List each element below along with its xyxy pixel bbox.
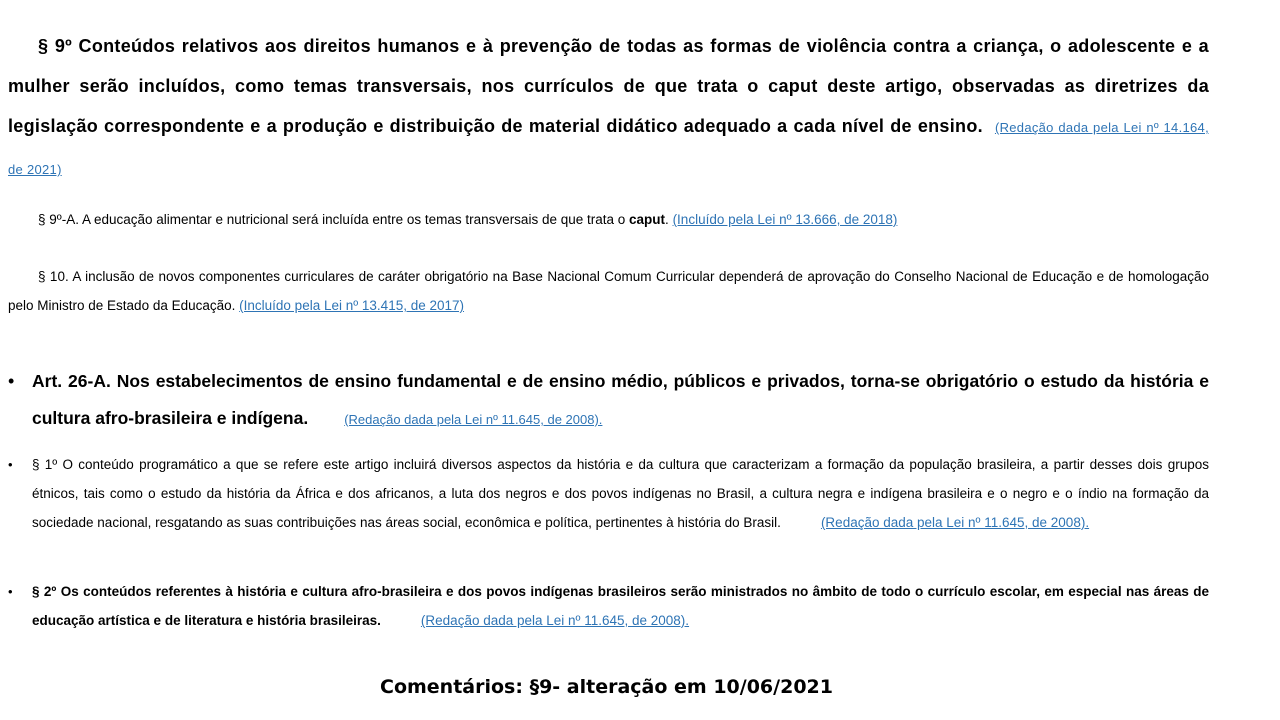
paragraph-9a-period: . bbox=[665, 212, 669, 227]
article-26a-item bbox=[8, 363, 1209, 438]
paragraph-9-text: § 9º Conteúdos relativos aos direitos humanos e à prevenção de todas as formas de violência contra a criança, o adolescente e a mulher serão incluídos, como temas transversais, nos currículos de que trata o caput deste artigo, observadas as diretrizes da legislação correspondente e a produção e distribuição de material didático adequado a cada nível de ensino. bbox=[8, 36, 1209, 136]
paragraph-10-text: § 10. A inclusão de novos componentes curriculares de caráter obrigatório na Base Nacional Comum Curricular dependerá de aprovação do Conselho Nacional de Educação e de homologação pelo Ministro de Estado da Educação. bbox=[8, 269, 1209, 313]
paragraph-2-law-link[interactable]: (Redação dada pela Lei nº 11.645, de 2008). bbox=[420, 613, 690, 628]
article-26a-law-link[interactable]: (Redação dada pela Lei nº 11.645, de 2008). bbox=[344, 412, 603, 427]
article-26a bbox=[32, 363, 1209, 438]
paragraph-10-law-link[interactable]: (Incluído pela Lei nº 13.415, de 2017) bbox=[239, 298, 465, 313]
bullet: • bbox=[8, 457, 13, 472]
article-26a-text: Art. 26-A. Nos estabelecimentos de ensino fundamental e de ensino médio, públicos e privados, torna-se obrigatório o estudo da história e cultura afro-brasileira e indígena. bbox=[32, 371, 1209, 428]
paragraph-2 bbox=[32, 577, 1209, 635]
paragraph-1-law-link[interactable]: (Redação dada pela Lei nº 11.645, de 2008). bbox=[820, 515, 1090, 530]
paragraph-9a-text: § 9º-A. A educação alimentar e nutricional será incluída entre os temas transversais de que trata o bbox=[38, 212, 630, 227]
paragraph-1-item bbox=[8, 450, 1209, 537]
paragraph-9a-caput: caput bbox=[629, 212, 666, 227]
paragraph-1-text: § 1º O conteúdo programático a que se refere este artigo incluirá diversos aspectos da história e da cultura que caracterizam a formação da população brasileira, a partir desses dois grupos étnicos, tais como o estudo da história da África e dos africanos, a luta dos negros e dos povos indígenas no Brasil, a cultura negra e indígena brasileira e o negro e o índio na formação da sociedade nacional, resgatando as suas contribuições nas áreas social, econômica e política, pertinentes à história do Brasil. bbox=[32, 457, 1209, 530]
paragraph-9 bbox=[8, 26, 1209, 190]
paragraph-2-item bbox=[8, 577, 1209, 635]
paragraph-10 bbox=[8, 262, 1209, 320]
comment-caption: Comentários: §9- alteração em 10/06/2021 bbox=[380, 676, 833, 698]
bullet: • bbox=[8, 584, 13, 599]
bullet: • bbox=[8, 371, 15, 391]
paragraph-9a-law-link[interactable]: (Incluído pela Lei nº 13.666, de 2018) bbox=[672, 212, 898, 227]
paragraph-1 bbox=[32, 450, 1209, 537]
paragraph-9a bbox=[8, 208, 1209, 232]
paragraph-9-law-link[interactable]: (Redação dada pela Lei nº 14.164, de 2021) bbox=[8, 120, 1209, 177]
paragraph-2-text: § 2º Os conteúdos referentes à história e cultura afro-brasileira e dos povos indígenas brasileiros serão ministrados no âmbito de todo o currículo escolar, em especial nas áreas de educação artística e de literatura e história brasileiras. bbox=[32, 584, 1209, 628]
